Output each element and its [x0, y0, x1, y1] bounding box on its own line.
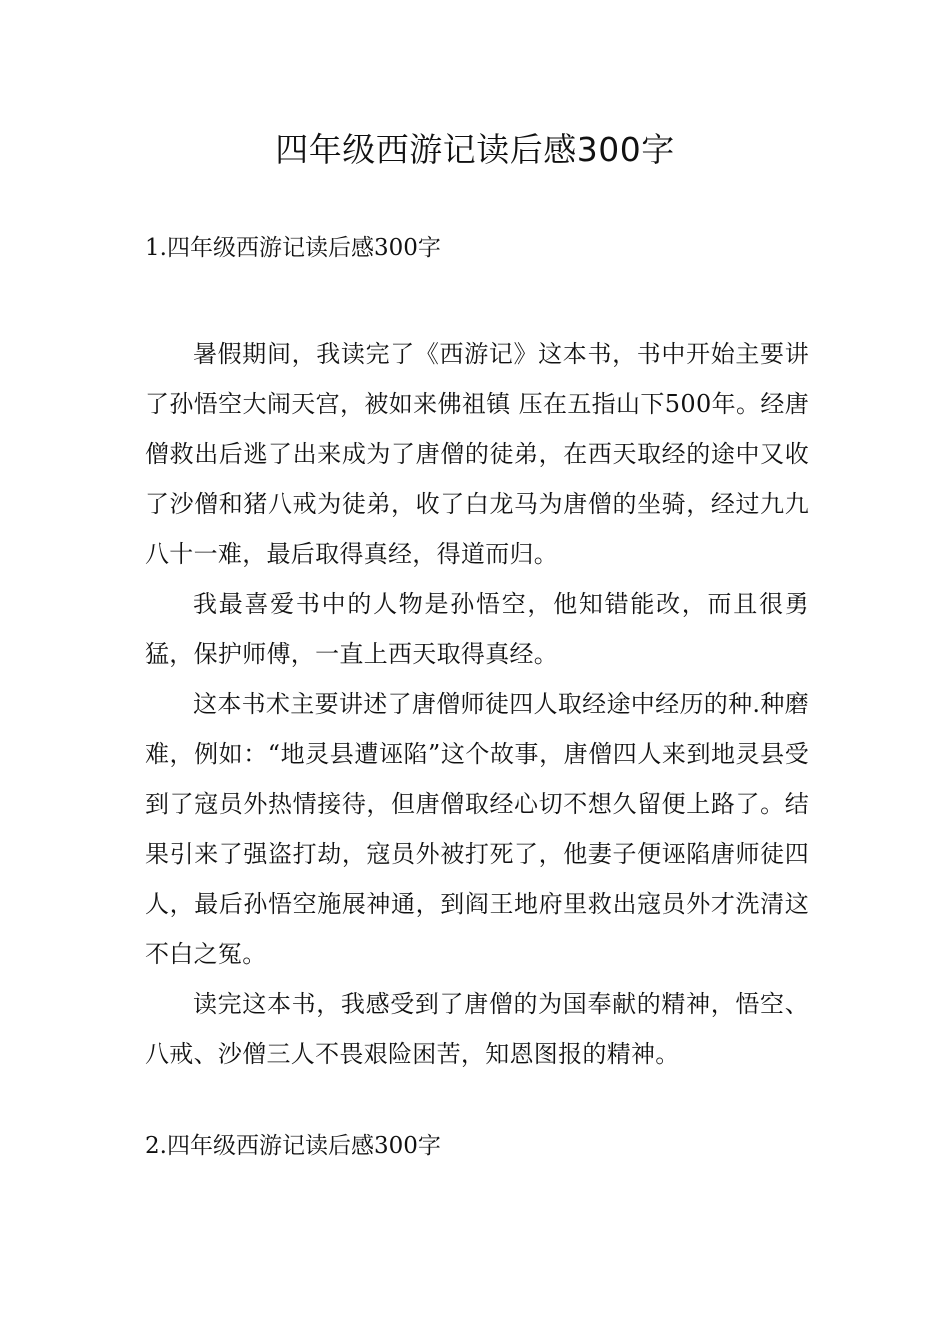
section-heading-1: 1.四年级西游记读后感300字 — [145, 235, 441, 261]
section-heading-2: 2.四年级西游记读后感300字 — [145, 1133, 441, 1159]
section-1-body — [145, 329, 809, 1079]
paragraph-1: 暑假期间，我读完了《西游记》这本书，书中开始主要讲了孙悟空大闹天宫，被如来佛祖镇 压在五指山下500年。经唐僧救出后逃了出来成为了唐僧的徒弟，在西天取经的途中又收了沙僧和猪八戒为徒弟，收了白龙马为唐僧的坐骑，经过九九八十一难，最后取得真经，得道而归。 — [145, 340, 809, 568]
paragraph-4: 读完这本书，我感受到了唐僧的为国奉献的精神，悟空、八戒、沙僧三人不畏艰险困苦，知恩图报的精神。 — [145, 990, 809, 1068]
paragraph-3: 这本书术主要讲述了唐僧师徒四人取经途中经历的种.种磨难，例如：“地灵县遭诬陷”这个故事，唐僧四人来到地灵县受到了寇员外热情接待，但唐僧取经心切不想久留便上路了。结果引来了强盗打劫，寇员外被打死了，他妻子便诬陷唐师徒四人，最后孙悟空施展神通，到阎王地府里救出寇员外才洗清这不白之冤。 — [145, 690, 809, 968]
paragraph-2: 我最喜爱书中的人物是孙悟空，他知错能改，而且很勇猛，保护师傅，一直上西天取得真经。 — [145, 590, 809, 668]
document-title: 四年级西游记读后感300字 — [275, 130, 675, 169]
